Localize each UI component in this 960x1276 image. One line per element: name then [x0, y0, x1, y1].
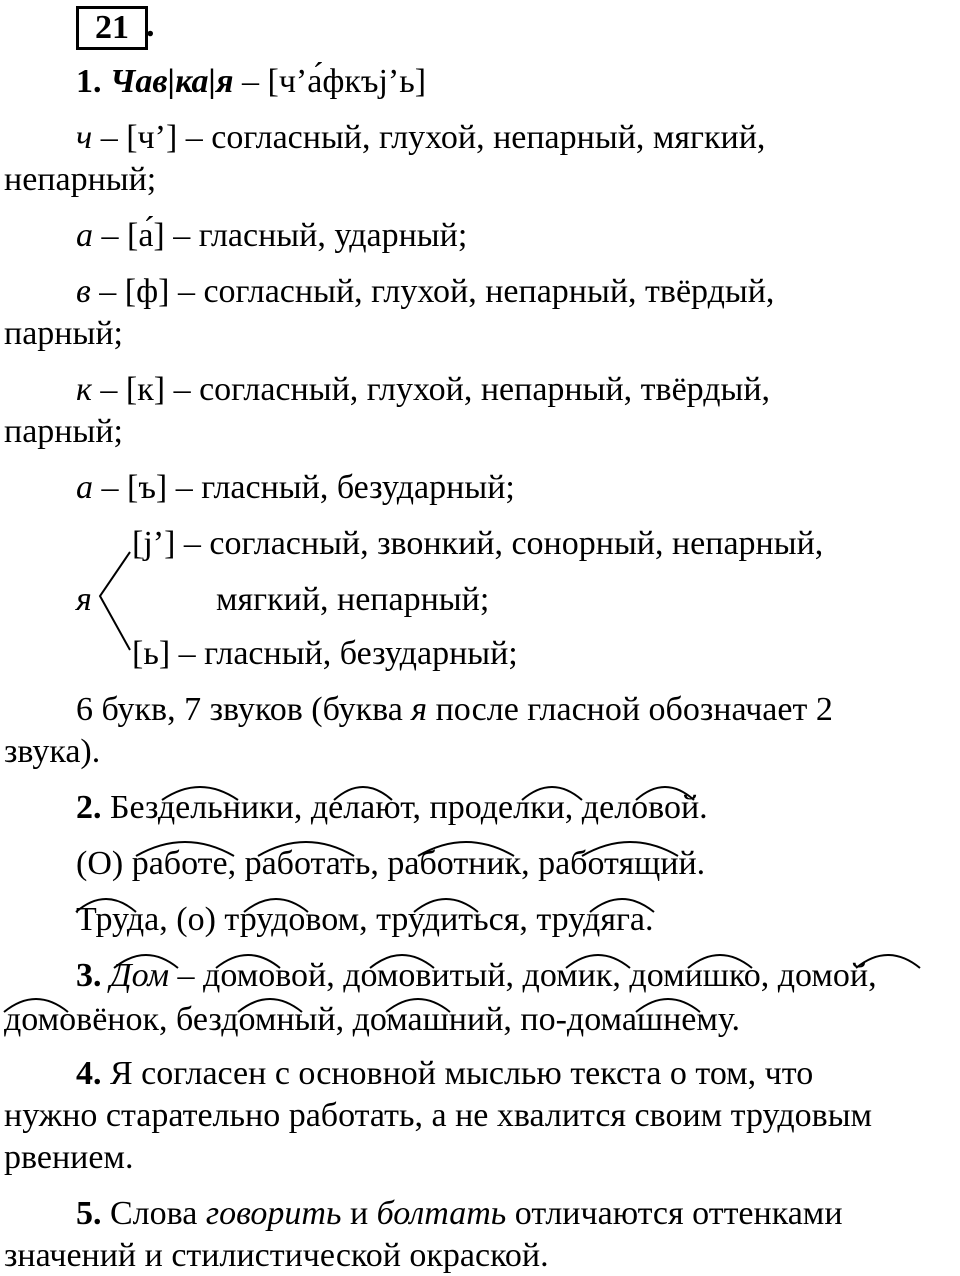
- phonetic-description: – [к] – согласный, глухой, непарный, твёрдый,: [91, 371, 771, 408]
- letter: в: [76, 273, 91, 310]
- root-arc: [258, 842, 354, 856]
- letter: к: [76, 371, 92, 408]
- section-2-number: 2.: [76, 789, 102, 826]
- root-arc: [522, 787, 582, 800]
- section-2-line: 2. Бездельники, делают, проделки, деловой.: [76, 789, 708, 826]
- section-4-line: рвением.: [4, 1139, 134, 1176]
- phonetic-description: – [ф] – согласный, глухой, непарный, твёрдый,: [90, 273, 775, 310]
- root-word: Дом: [110, 957, 170, 994]
- root-arc: [856, 955, 920, 968]
- root-arc: [244, 899, 308, 912]
- root-arc: [688, 955, 752, 968]
- root-arc: [4, 999, 68, 1012]
- root-arc: [216, 955, 280, 968]
- root-arc: [590, 899, 654, 912]
- root-arc: [582, 842, 678, 856]
- root-arc: [566, 955, 630, 968]
- ya-sound-j-continuation: мягкий, непарный;: [216, 581, 490, 618]
- root-arc: [136, 842, 234, 856]
- root-arc: [114, 955, 178, 968]
- phonetic-description: – [а́] – гласный, ударный;: [93, 217, 468, 254]
- root-arc: [162, 787, 238, 800]
- letter: ч: [76, 119, 93, 156]
- word-transcription: – [ч’а́фкъj’ь]: [233, 63, 427, 100]
- ya-bracket: [100, 552, 130, 650]
- letter: а: [76, 469, 93, 506]
- root-arc: [636, 787, 694, 800]
- analyzed-word: Чав|ка|я: [110, 63, 234, 100]
- section-3-number: 3.: [76, 957, 102, 994]
- section-4-line: 4. Я согласен с основной мыслью текста о том, что: [76, 1055, 814, 1092]
- phonetic-row-continuation: парный;: [4, 413, 123, 450]
- section-4-line: нужно старательно работать, а не хвалится своим трудовым: [4, 1097, 873, 1134]
- section-3-line: 3. Дом – домовой, домовитый, домик, домишко, домой,: [76, 957, 877, 994]
- ya-sound-b: [ь] – гласный, безударный;: [132, 635, 518, 672]
- section-1-number: 1.: [76, 63, 102, 100]
- section-5-line: значений и стилистической окраской.: [4, 1237, 549, 1274]
- phonetic-row-continuation: парный;: [4, 315, 123, 352]
- section-5-number: 5.: [76, 1195, 102, 1232]
- exercise-number-dot: .: [146, 7, 155, 44]
- ya-letter: я: [76, 581, 92, 618]
- root-arc: [238, 999, 302, 1012]
- phonetic-description: – [ъ] – гласный, безударный;: [93, 469, 515, 506]
- root-arc: [418, 842, 514, 856]
- root-arc: [76, 899, 136, 912]
- root-arc: [334, 787, 392, 800]
- section-4-number: 4.: [76, 1055, 102, 1092]
- root-arc: [370, 955, 434, 968]
- phonetic-row-continuation: непарный;: [4, 161, 157, 198]
- phonetic-description: – [ч’] – согласный, глухой, непарный, мягкий,: [92, 119, 766, 156]
- letter: а: [76, 217, 93, 254]
- root-arc: [636, 999, 700, 1012]
- section-2-line: Труда, (о) трудовом, трудиться, трудяга.: [76, 901, 654, 938]
- letters-sounds-summary: 6 букв, 7 звуков (буква я после гласной обозначает 2: [76, 691, 833, 728]
- root-arc: [414, 899, 478, 912]
- root-arc: [386, 999, 450, 1012]
- exercise-number: 21: [76, 6, 148, 50]
- ya-sound-j: [j’] – согласный, звонкий, сонорный, непарный,: [132, 525, 824, 562]
- letters-sounds-summary-continuation: звука).: [4, 733, 101, 770]
- section-2-line: (О) работе, работать, работник, работящий.: [76, 845, 706, 882]
- section-5-line: 5. Слова говорить и болтать отличаются оттенками: [76, 1195, 843, 1232]
- section-3-line: домовёнок, бездомный, домашний, по-домашнему.: [4, 1001, 741, 1038]
